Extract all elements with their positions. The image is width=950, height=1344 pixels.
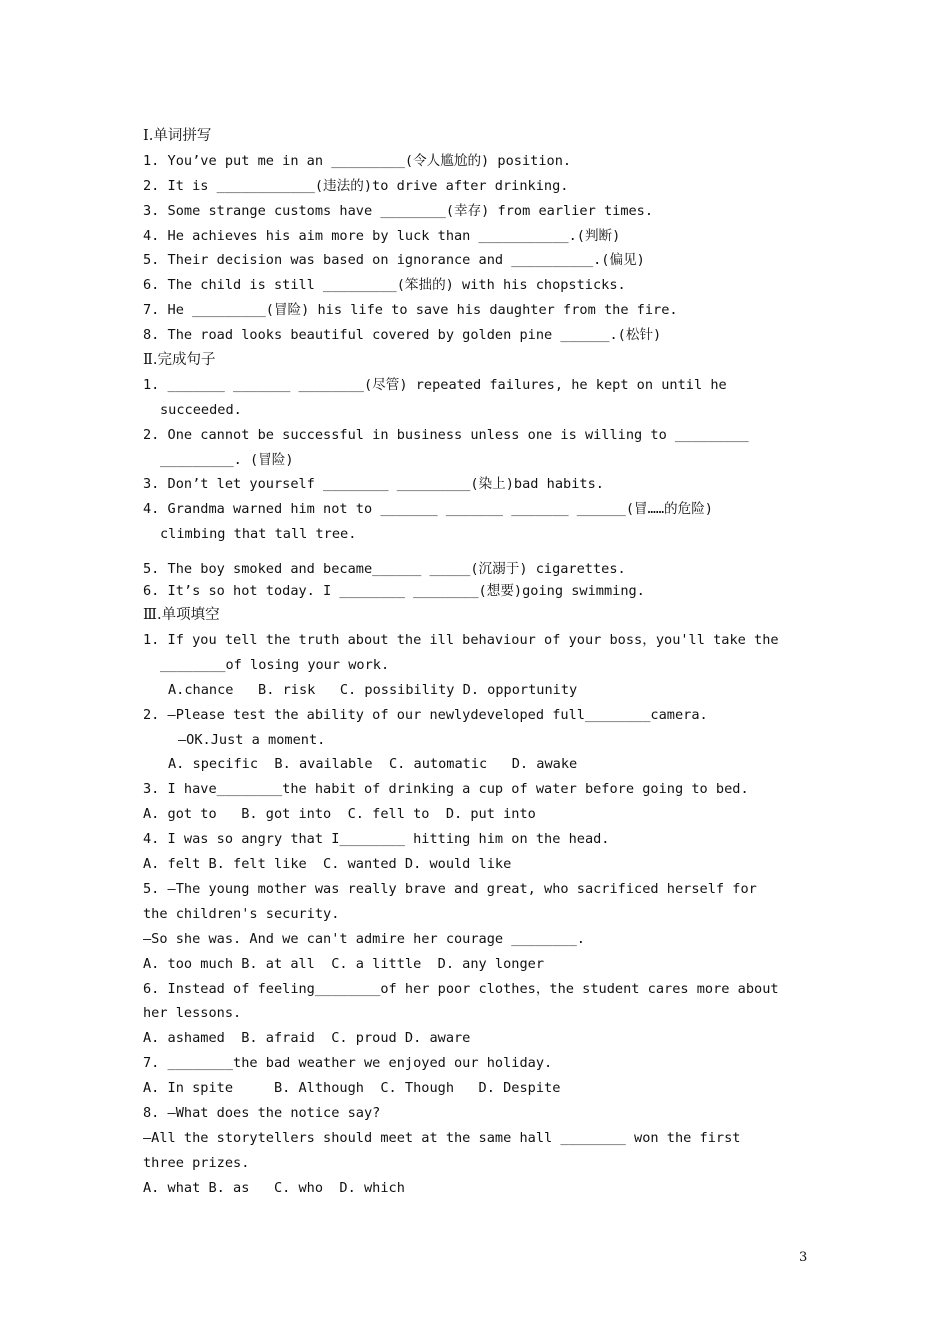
section3-q5-cont: the children's security. (143, 905, 340, 922)
section3-q5: 5. —The young mother was really brave and great, who sacrificed herself for (143, 880, 757, 897)
section1-item-7: 7. He _________(冒险) his life to save his daughter from the fire. (143, 302, 678, 319)
section2-item-4: 4. Grandma warned him not to _______ _______ _______ ______(冒……的危险) (143, 501, 713, 518)
section1-item-6: 6. The child is still _________(笨拙的) with his chopsticks. (143, 277, 626, 294)
section2-item-4-cont: climbing that tall tree. (160, 526, 357, 543)
section3-q1-cont: ________of losing your work. (160, 656, 390, 673)
section1-item-1: 1. You’ve put me in an _________(令人尴尬的) position. (143, 152, 572, 169)
section2-heading: Ⅱ.完成句子 (143, 352, 216, 369)
section3-q2-options: A. specific B. available C. automatic D. awake (168, 756, 578, 773)
section3-q5-reply: —So she was. And we can't admire her courage ________. (143, 930, 585, 947)
section1-item-2: 2. It is ____________(违法的)to drive after drinking. (143, 177, 569, 194)
section3-q6-cont: her lessons. (143, 1005, 242, 1022)
spacer (143, 547, 813, 559)
section3-q3-options: A. got to B. got into C. fell to D. put into (143, 806, 536, 823)
section3-q8-reply: —All the storytellers should meet at the same hall ________ won the first (143, 1129, 741, 1146)
section1-item-4: 4. He achieves his aim more by luck than ___________.(判断) (143, 227, 621, 244)
section3-q7: 7. ________the bad weather we enjoyed our holiday. (143, 1055, 553, 1072)
section3-q2-reply: —OK.Just a moment. (178, 731, 326, 748)
section3-q7-options: A. In spite B. Although C. Though D. Despite (143, 1080, 561, 1097)
section3-q4: 4. I was so angry that I________ hitting him on the head. (143, 831, 610, 848)
section3-q6: 6. Instead of feeling________of her poor clothes，the student cares more about (143, 980, 779, 997)
section2-item-6: 6. It’s so hot today. I ________ ________(想要)going swimming. (143, 583, 645, 600)
section2-item-5: 5. The boy smoked and became______ _____(沉溺于) cigarettes. (143, 561, 626, 578)
section3-q4-options: A. felt B. felt like C. wanted D. would like (143, 856, 512, 873)
worksheet-content (143, 124, 813, 1201)
section3-q8-cont: three prizes. (143, 1154, 250, 1171)
section1-heading: Ⅰ.单词拼写 (143, 128, 212, 144)
section3-heading: Ⅲ.单项填空 (143, 607, 220, 624)
section2-item-2-cont: _________. (冒险) (160, 451, 294, 468)
section3-q1: 1. If you tell the truth about the ill behaviour of your boss，you'll take the (143, 632, 779, 649)
section1-item-5: 5. Their decision was based on ignorance and __________.(偏见) (143, 252, 645, 269)
section1-item-3: 3. Some strange customs have ________(幸存) from earlier times. (143, 202, 654, 219)
section3-q8: 8. —What does the notice say? (143, 1104, 381, 1121)
section2-item-1-cont: succeeded. (160, 401, 242, 418)
page-number: 3 (799, 1250, 808, 1265)
section2-item-3: 3. Don’t let yourself ________ _________(染上)bad habits. (143, 476, 604, 493)
section3-q3: 3. I have________the habit of drinking a cup of water before going to bed. (143, 781, 749, 798)
section2-item-1: 1. _______ _______ ________(尽管) repeated failures, he kept on until he (143, 376, 727, 393)
section3-q5-options: A. too much B. at all C. a little D. any longer (143, 955, 545, 972)
section3-q6-options: A. ashamed B. afraid C. proud D. aware (143, 1030, 471, 1047)
section3-q8-options: A. what B. as C. who D. which (143, 1179, 405, 1196)
section2-item-2: 2. One cannot be successful in business unless one is willing to _________ (143, 426, 749, 443)
section3-q2: 2. —Please test the ability of our newlydeveloped full________camera. (143, 706, 708, 723)
section3-q1-options: A.chance B. risk C. possibility D. opportunity (168, 681, 578, 698)
section1-item-8: 8. The road looks beautiful covered by golden pine ______.(松针) (143, 327, 662, 344)
